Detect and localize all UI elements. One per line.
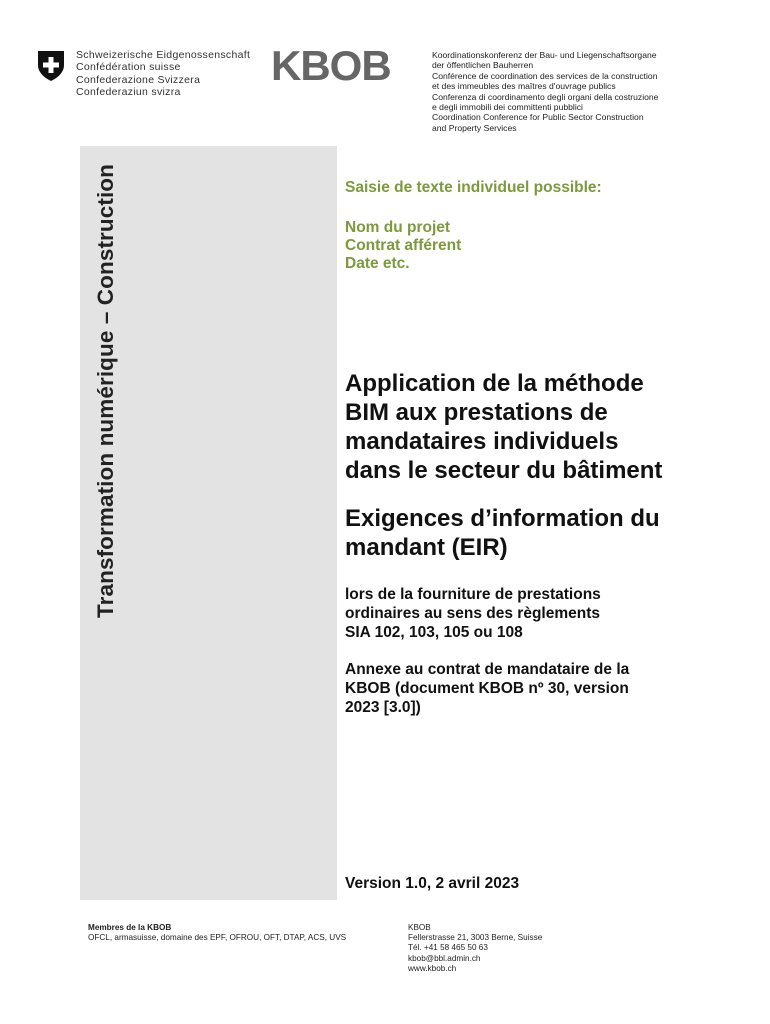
footer-website-link[interactable]: www.kbob.ch [408, 963, 457, 973]
description-line: ordinaires au sens des règlements [345, 605, 600, 622]
kbob-description-line: Conferenza di coordinamento degli organi della costruzione [432, 91, 659, 102]
kbob-description-line: et des immeubles des maîtres d'ouvrage publics [432, 81, 616, 92]
footer-address-line: Fellerstrasse 21, 3003 Berne, Suisse [408, 933, 543, 943]
kbob-description [432, 50, 682, 133]
document-annex [345, 660, 629, 717]
kbob-description-line: Coordination Conference for Public Sector Construction [432, 112, 644, 123]
kbob-description-line: der öffentlichen Bauherren [432, 60, 534, 71]
document-version: Version 1.0, 2 avril 2023 [345, 875, 520, 892]
federation-line: Confederaziun svizra [76, 86, 181, 99]
document-description [345, 585, 601, 642]
placeholder-line-contract: Contrat afférent [345, 237, 462, 254]
federation-names [76, 49, 250, 99]
vertical-title-container [80, 146, 132, 636]
description-line: SIA 102, 103, 105 ou 108 [345, 624, 523, 641]
placeholder-title: Saisie de texte individuel possible: [345, 179, 602, 196]
federation-line: Schweizerische Eidgenossenschaft [76, 49, 251, 61]
placeholder-lines [345, 219, 461, 273]
footer-members [88, 923, 346, 943]
kbob-logo: KBOB [271, 42, 391, 89]
title-line: dans le secteur du bâtiment [345, 457, 663, 484]
title-line: mandataires individuels [345, 428, 619, 455]
kbob-description-line: Conférence de coordination des services de la construction [432, 70, 658, 81]
title-line: BIM aux prestations de [345, 399, 608, 426]
vertical-title: Transformation numérique – Construction [93, 164, 118, 618]
description-line: lors de la fourniture de prestations [345, 586, 601, 603]
annex-line: KBOB (document KBOB nº 30, version [345, 680, 629, 697]
footer-address-line: Tél. +41 58 465 50 63 [408, 943, 488, 953]
placeholder-line-date: Date etc. [345, 255, 410, 272]
footer-members-list: OFCL, armasuisse, domaine des EPF, OFROU, OFT, DTAP, ACS, UVS [88, 933, 347, 943]
federation-line: Confédération suisse [76, 61, 181, 74]
kbob-description-line: e degli immobili dei committenti pubblici [432, 102, 583, 113]
swiss-coat-of-arms-icon [37, 50, 65, 82]
footer-address-line: KBOB [408, 923, 431, 932]
subtitle-line: Exigences d’information du [345, 505, 660, 532]
placeholder-line-project: Nom du projet [345, 219, 451, 236]
document-subtitle [345, 504, 745, 562]
kbob-description-line: and Property Services [432, 122, 517, 133]
footer-email-link[interactable]: kbob@bbl.admin.ch [408, 953, 481, 963]
annex-line: 2023 [3.0]) [345, 699, 421, 716]
annex-line: Annexe au contrat de mandataire de la [345, 661, 630, 678]
document-title [345, 369, 745, 485]
kbob-description-line: Koordinationskonferenz der Bau- und Liegenschaftsorgane [432, 50, 657, 60]
federation-line: Confederazione Svizzera [76, 73, 201, 86]
title-line: Application de la méthode [345, 370, 644, 397]
footer-members-title: Membres de la KBOB [88, 923, 172, 932]
subtitle-line: mandant (EIR) [345, 534, 508, 561]
footer-address [408, 923, 542, 974]
